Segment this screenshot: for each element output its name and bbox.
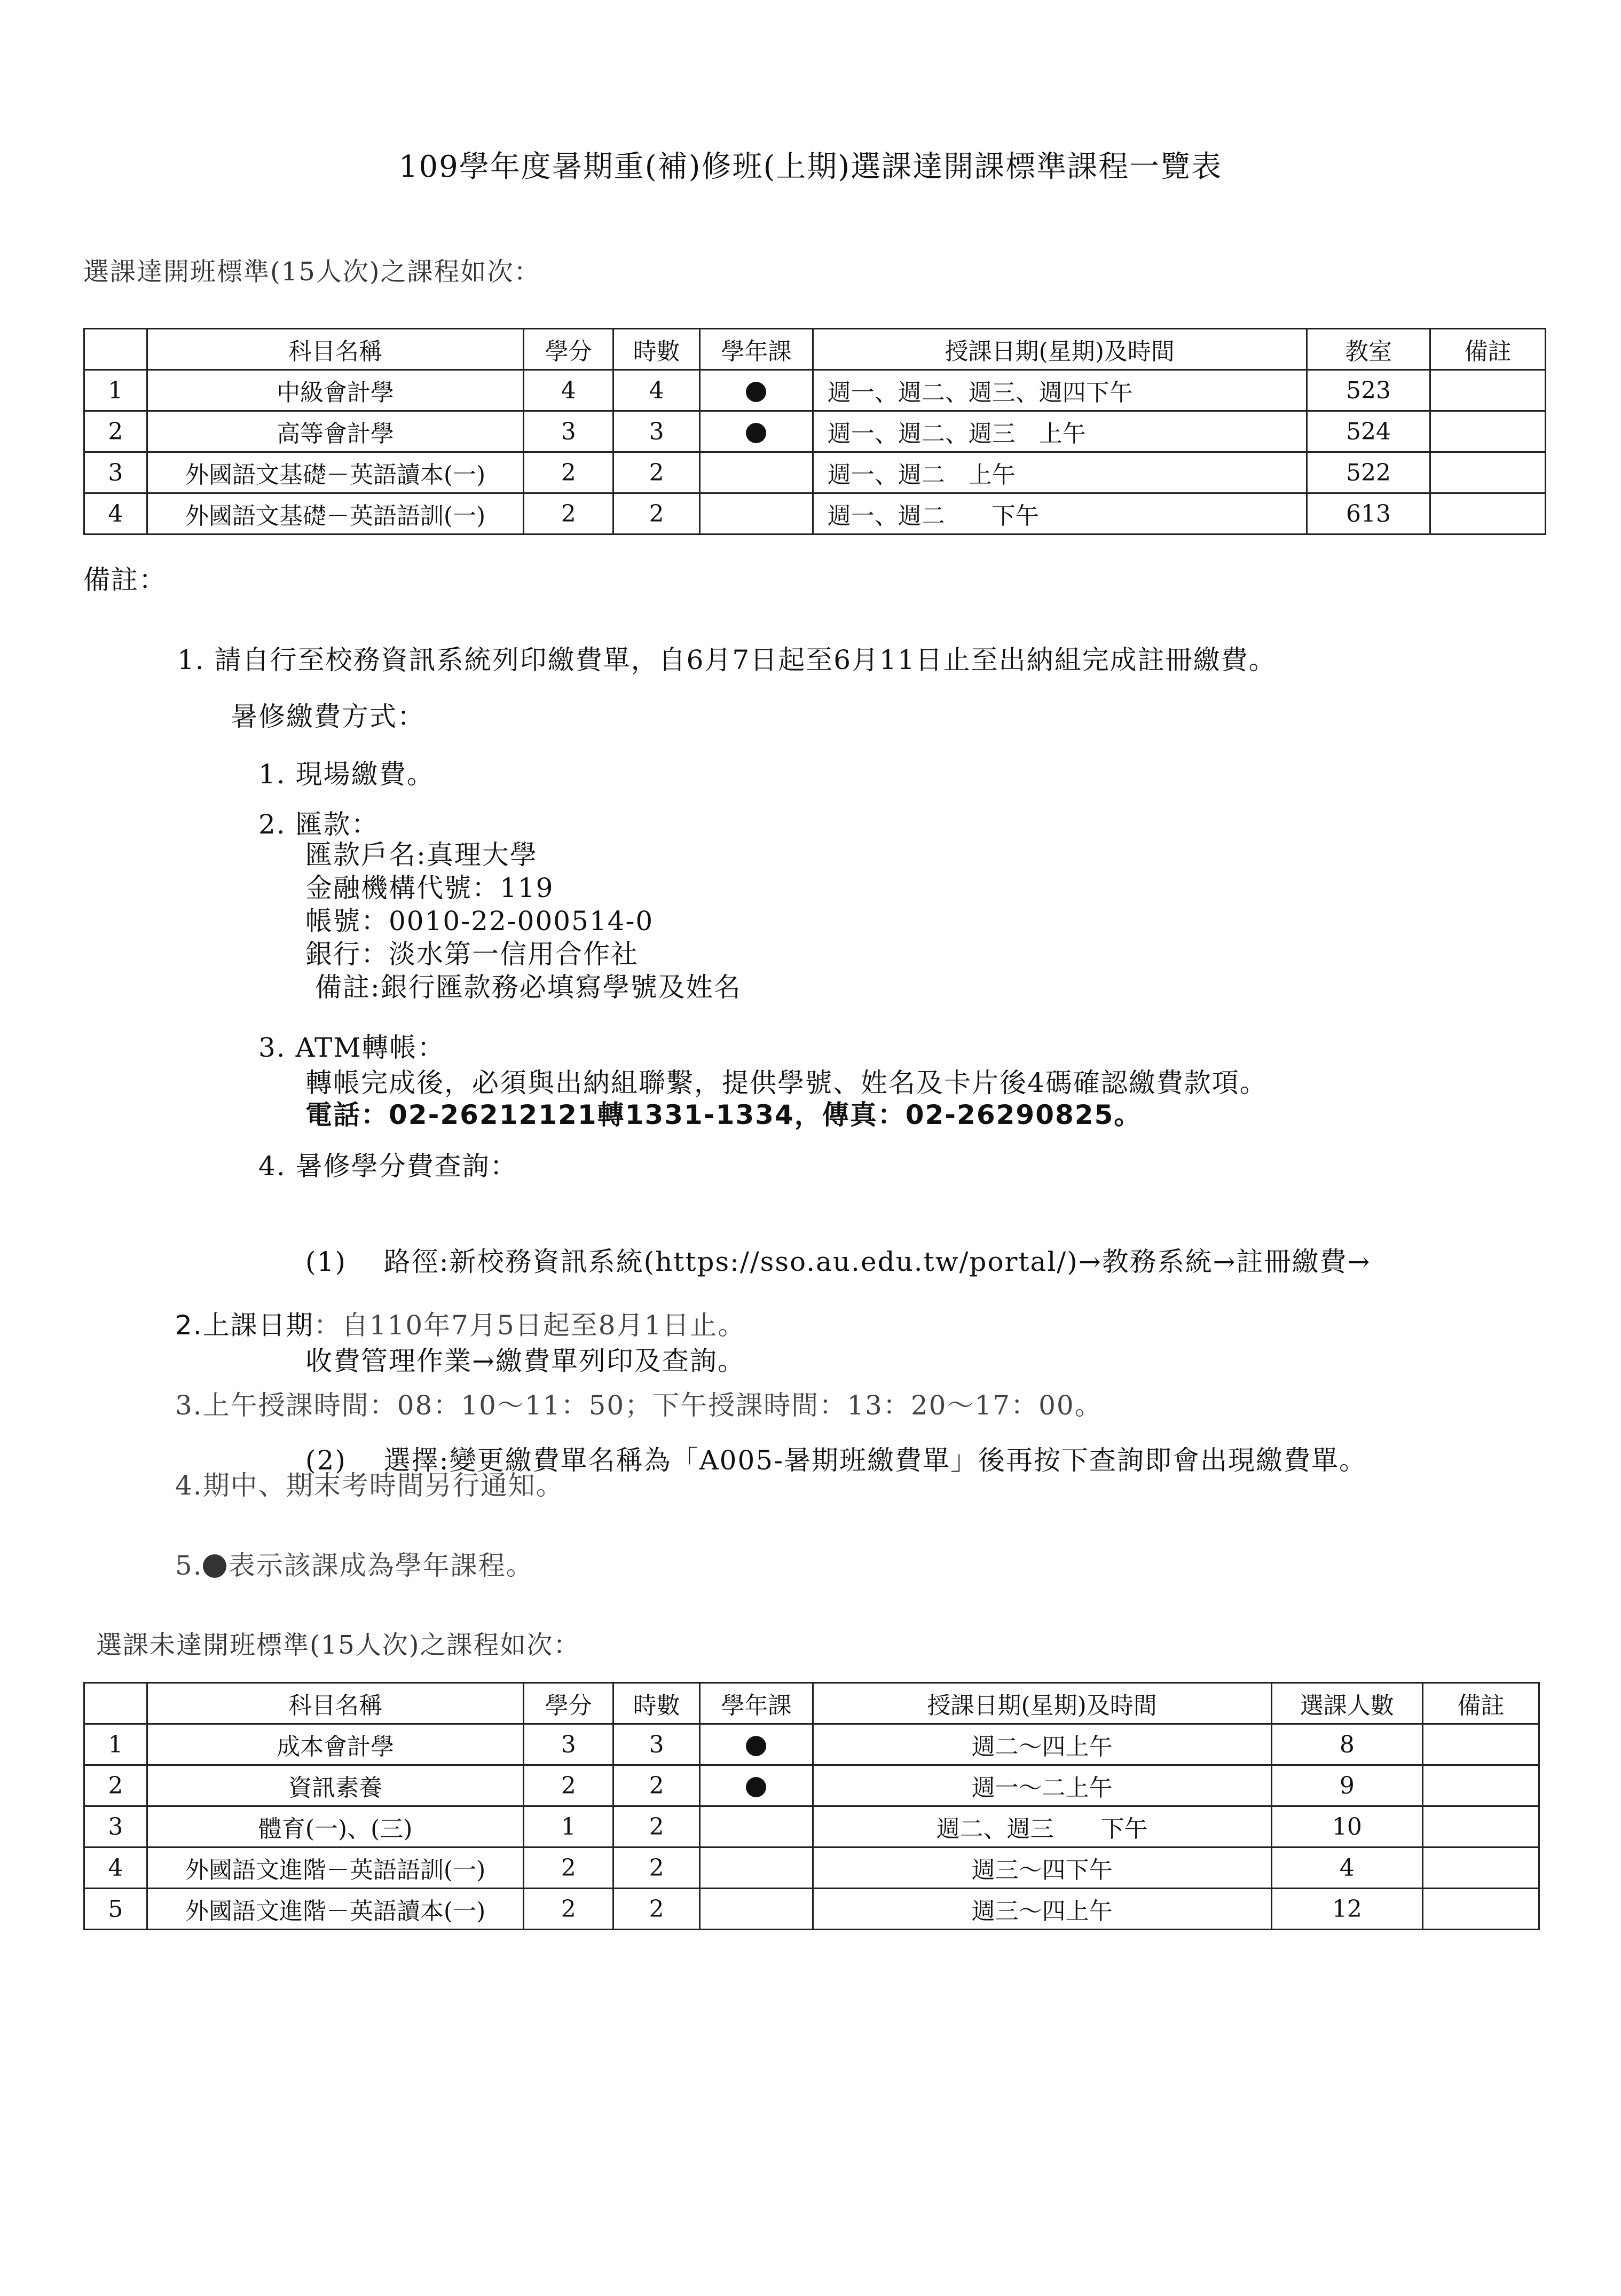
row-number-cell: 2	[84, 1765, 147, 1806]
enrollment-count-cell: 8	[1271, 1724, 1423, 1765]
col-header-enrollment: 選課人數	[1271, 1683, 1423, 1724]
remark-cell	[1423, 1806, 1539, 1847]
hours-cell: 4	[613, 370, 700, 411]
classroom-cell: 523	[1307, 370, 1430, 411]
schedule-cell: 週一～二上午	[813, 1765, 1271, 1806]
col-header-subject: 科目名稱	[147, 329, 524, 370]
schedule-cell: 週一、週二 上午	[813, 452, 1307, 493]
schedule-cell: 週三～四上午	[813, 1889, 1271, 1930]
hours-cell: 2	[613, 1765, 700, 1806]
closed-section-heading: 選課未達開班標準(15人次)之課程如次：	[96, 1630, 580, 1660]
remark-cell	[1423, 1724, 1539, 1765]
year-course-cell	[700, 1765, 813, 1806]
table-row	[84, 1724, 1539, 1765]
closed-courses-table	[83, 1682, 1540, 1930]
note-5-text: 表示該課成為學年課程。	[228, 1550, 534, 1581]
contact-phone-fax: 電話：02-26212121轉1331-1334，傳真：02-26290825。	[305, 1099, 1142, 1130]
credits-cell: 2	[524, 1889, 613, 1930]
hours-cell: 2	[613, 1889, 700, 1930]
note-2-label: 2.上課日期	[175, 1310, 314, 1341]
col-header-credits: 學分	[524, 1683, 613, 1724]
row-number-cell: 1	[84, 370, 147, 411]
query-path-line: (1) 路徑:新校務資訊系統(https://sso.au.edu.tw/portal/)→教務系統→註冊繳費→	[305, 1246, 1371, 1277]
row-number-cell: 4	[84, 493, 147, 534]
hours-cell: 2	[613, 1806, 700, 1847]
col-header-no	[84, 329, 147, 370]
col-header-hours: 時數	[613, 1683, 700, 1724]
subject-name-cell: 外國語文進階－英語讀本(一)	[147, 1889, 524, 1930]
remark-cell	[1430, 370, 1546, 411]
query-select-line: (2) 選擇:變更繳費單名稱為「A005-暑期班繳費單」後再按下查詢即會出現繳費單。	[305, 1445, 1367, 1476]
subject-name-cell: 高等會計學	[147, 411, 524, 452]
year-course-dot-icon	[746, 423, 766, 443]
year-course-cell	[699, 411, 813, 452]
classroom-cell: 522	[1307, 452, 1430, 493]
schedule-cell: 週一、週二 下午	[813, 493, 1307, 534]
note-3-class-times: 3.上午授課時間：08：10～11：50；下午授課時間：13：20～17：00。	[175, 1390, 1103, 1421]
subject-name-cell: 成本會計學	[147, 1724, 524, 1765]
open-section-heading: 選課達開班標準(15人次)之課程如次：	[83, 257, 541, 287]
subject-name-cell: 外國語文基礎－英語語訓(一)	[147, 493, 524, 534]
classroom-cell: 524	[1307, 411, 1430, 452]
col-header-year-course: 學年課	[700, 1683, 813, 1724]
year-course-cell	[699, 493, 813, 534]
payment-onsite: 1. 現場繳費。	[258, 759, 435, 790]
row-number-cell: 1	[84, 1724, 147, 1765]
note-1: 1. 請自行至校務資訊系統列印繳費單，自6月7日起至6月11日止至出納組完成註冊繳費。	[177, 644, 1277, 675]
hours-cell: 2	[613, 493, 700, 534]
schedule-cell: 週二～四上午	[813, 1724, 1271, 1765]
enrollment-count-cell: 9	[1271, 1765, 1423, 1806]
remark-cell	[1423, 1889, 1539, 1930]
enrollment-count-cell: 10	[1271, 1806, 1423, 1847]
table-row	[84, 370, 1546, 411]
col-header-hours: 時數	[613, 329, 700, 370]
credits-cell: 2	[524, 493, 613, 534]
row-number-cell: 2	[84, 411, 147, 452]
year-course-cell	[699, 370, 813, 411]
hours-cell: 3	[613, 1724, 700, 1765]
notes-label: 備註：	[83, 564, 167, 595]
hours-cell: 2	[613, 1847, 700, 1889]
subject-name-cell: 體育(一)、(三)	[147, 1806, 524, 1847]
payment-atm: 3. ATM轉帳：	[258, 1032, 445, 1063]
year-course-cell	[700, 1889, 813, 1930]
payment-remittance: 2. 匯款：	[258, 809, 379, 840]
credits-cell: 2	[524, 452, 613, 493]
query-path-line-cont: 收費管理作業→繳費單列印及查詢。	[305, 1346, 745, 1377]
remittance-remark: 備註:銀行匯款務必填寫學號及姓名	[305, 972, 742, 1003]
note-2-text: ：自110年7月5日起至8月1日止。	[313, 1310, 746, 1341]
hours-cell: 3	[613, 411, 700, 452]
subject-name-cell: 外國語文基礎－英語讀本(一)	[147, 452, 524, 493]
credits-cell: 3	[524, 411, 613, 452]
remark-cell	[1423, 1847, 1539, 1889]
row-number-cell: 3	[84, 452, 147, 493]
row-number-cell: 3	[84, 1806, 147, 1847]
table-row	[84, 1847, 1539, 1889]
col-header-room: 教室	[1307, 329, 1430, 370]
year-course-dot-icon	[746, 1736, 766, 1756]
row-number-cell: 4	[84, 1847, 147, 1889]
hours-cell: 2	[613, 452, 700, 493]
enrollment-count-cell: 4	[1271, 1847, 1423, 1889]
table-row	[84, 1889, 1539, 1930]
table-row	[84, 1765, 1539, 1806]
credits-cell: 3	[524, 1724, 613, 1765]
credits-cell: 2	[524, 1847, 613, 1889]
remittance-account-name: 匯款戶名:真理大學	[305, 839, 538, 870]
col-header-remark: 備註	[1430, 329, 1546, 370]
enrollment-count-cell: 12	[1271, 1889, 1423, 1930]
remittance-details	[305, 838, 742, 1004]
tuition-query: 4. 暑修學分費查詢：	[258, 1151, 518, 1182]
col-header-subject: 科目名稱	[147, 1683, 524, 1724]
schedule-cell: 週一、週二、週三 上午	[813, 411, 1307, 452]
subject-name-cell: 資訊素養	[147, 1765, 524, 1806]
credits-cell: 1	[524, 1806, 613, 1847]
remark-cell	[1430, 493, 1546, 534]
year-course-cell	[700, 1847, 813, 1889]
year-course-dot-icon	[746, 382, 766, 402]
remittance-account-number: 帳號：0010-22-000514-0	[305, 906, 654, 937]
row-number-cell: 5	[84, 1889, 147, 1930]
atm-instructions: 轉帳完成後，必須與出納組聯繫，提供學號、姓名及卡片後4碼確認繳費款項。	[305, 1067, 1268, 1098]
col-header-credits: 學分	[524, 329, 613, 370]
year-course-dot-icon	[203, 1554, 226, 1578]
col-header-year-course: 學年課	[699, 329, 813, 370]
page-title: 109學年度暑期重(補)修班(上期)選課達開課標準課程一覽表	[398, 150, 1223, 184]
subject-name-cell: 外國語文進階－英語語訓(一)	[147, 1847, 524, 1889]
tuition-query-steps	[305, 1179, 1371, 1510]
remittance-bank-code: 金融機構代號：119	[305, 872, 554, 903]
open-courses-table	[83, 328, 1546, 535]
table-row	[84, 493, 1546, 534]
col-header-remark: 備註	[1423, 1683, 1539, 1724]
remark-cell	[1430, 452, 1546, 493]
col-header-schedule: 授課日期(星期)及時間	[813, 1683, 1271, 1724]
schedule-cell: 週三～四下午	[813, 1847, 1271, 1889]
payment-methods-title: 暑修繳費方式：	[231, 701, 425, 732]
year-course-dot-icon	[746, 1777, 766, 1797]
classroom-cell: 613	[1307, 493, 1430, 534]
remittance-bank: 銀行：淡水第一信用合作社	[305, 939, 639, 970]
credits-cell: 4	[524, 370, 613, 411]
note-4-exams: 4.期中、期末考時間另行通知。	[175, 1470, 564, 1501]
credits-cell: 2	[524, 1765, 613, 1806]
schedule-cell: 週二、週三 下午	[813, 1806, 1271, 1847]
col-header-no	[84, 1683, 147, 1724]
table-row	[84, 452, 1546, 493]
table-header-row	[84, 329, 1546, 370]
note-2-class-dates	[175, 1304, 745, 1342]
schedule-cell: 週一、週二、週三、週四下午	[813, 370, 1307, 411]
table-row	[84, 1806, 1539, 1847]
year-course-cell	[700, 1806, 813, 1847]
table-row	[84, 411, 1546, 452]
table-header-row	[84, 1683, 1539, 1724]
year-course-cell	[700, 1724, 813, 1765]
remark-cell	[1430, 411, 1546, 452]
col-header-schedule: 授課日期(星期)及時間	[813, 329, 1307, 370]
year-course-cell	[699, 452, 813, 493]
subject-name-cell: 中級會計學	[147, 370, 524, 411]
remark-cell	[1423, 1765, 1539, 1806]
note-5-prefix: 5.	[175, 1550, 203, 1581]
note-5-year-course	[175, 1544, 534, 1583]
